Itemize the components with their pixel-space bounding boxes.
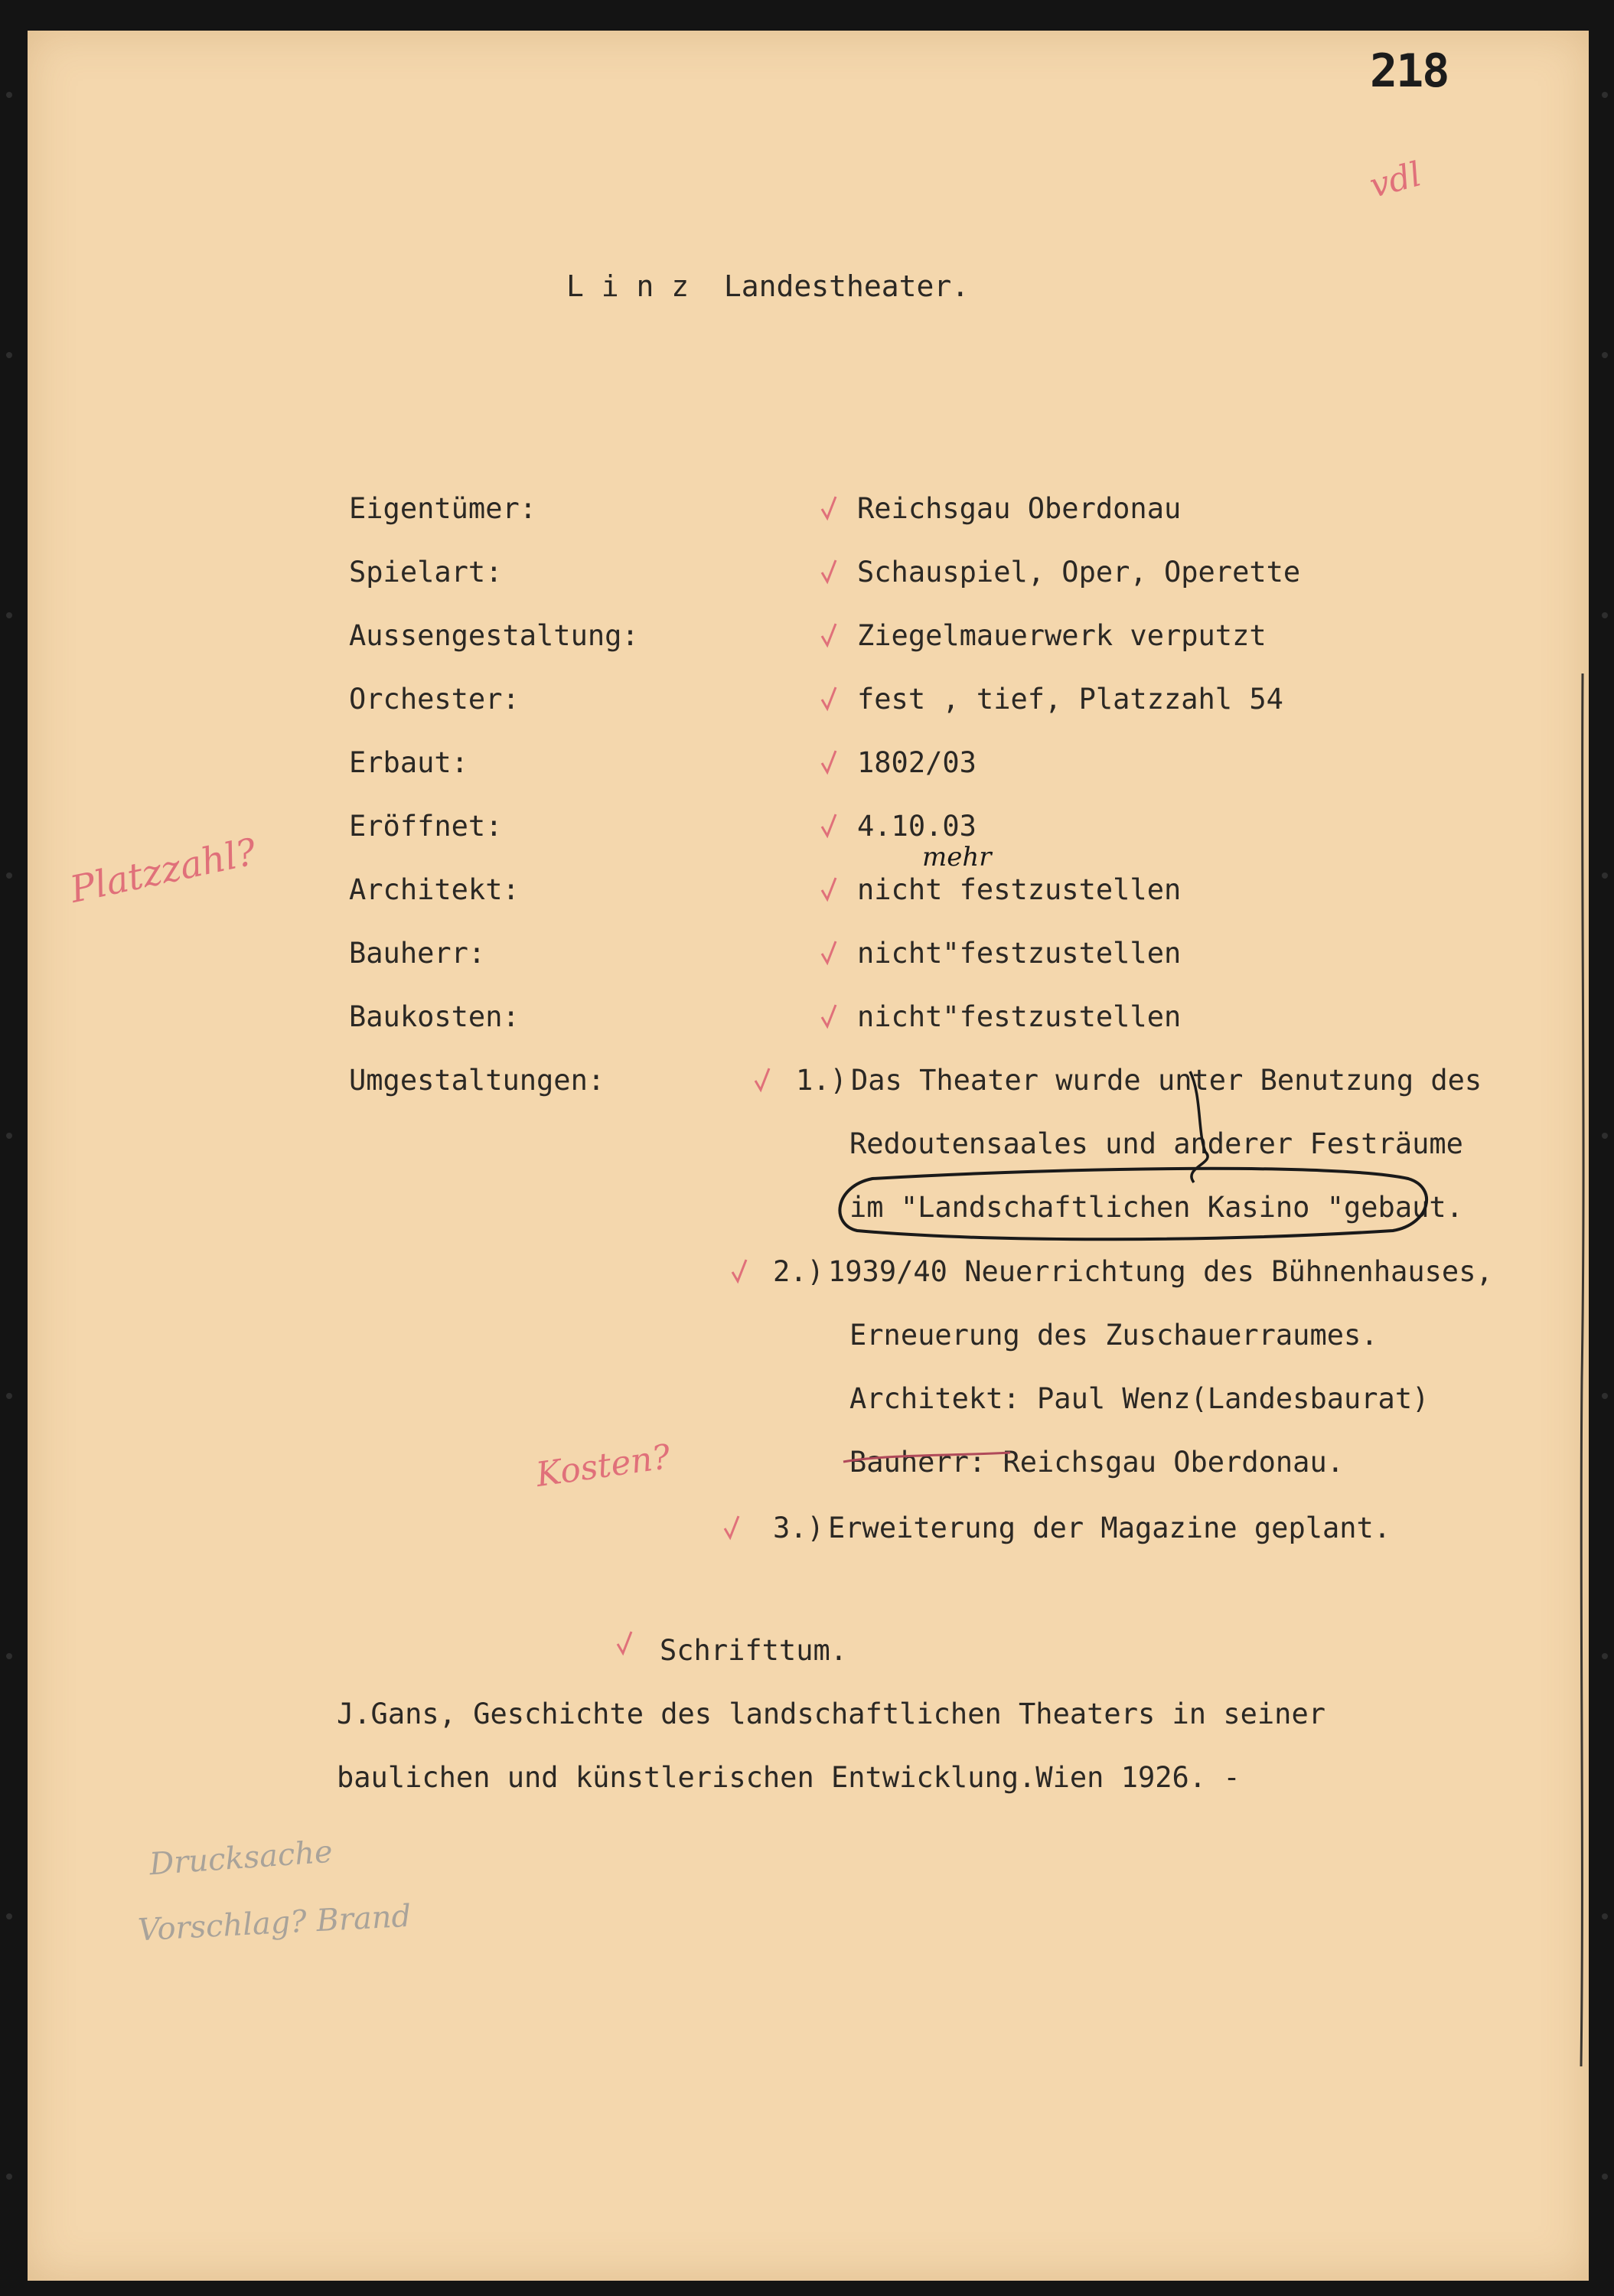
checkmark-icon: [820, 495, 837, 521]
checkmark-icon: [820, 622, 837, 648]
field-value: fest , tief, Platzzahl 54: [857, 683, 1283, 716]
item-number: 2.): [773, 1255, 824, 1288]
field-value: Ziegelmauerwerk verputzt: [857, 619, 1267, 652]
field-value: 4.10.03: [857, 810, 977, 843]
field-value: Schauspiel, Oper, Operette: [857, 556, 1301, 589]
item-line: Das Theater wurde unter Benutzung des: [851, 1064, 1482, 1097]
item-line: Erweiterung der Magazine geplant.: [828, 1512, 1391, 1544]
checkmark-icon: [820, 876, 837, 902]
schrifttum-heading: Schrifttum.: [660, 1634, 848, 1667]
document-title: L i n z Landestheater.: [566, 269, 970, 303]
checkmark-icon: [723, 1515, 740, 1541]
item-line: Erneuerung des Zuschauerraumes.: [849, 1319, 1378, 1352]
checkmark-icon: [731, 1258, 748, 1284]
schrifttum-line: baulichen und künstlerischen Entwicklung.Wien 1926. -: [337, 1761, 1241, 1794]
margin-note-kosten: Kosten?: [533, 1437, 673, 1495]
checkmark-icon: [820, 813, 837, 839]
checkmark-icon: [820, 749, 837, 775]
field-value: 1802/03: [857, 746, 977, 779]
field-label: Architekt:: [349, 873, 520, 906]
margin-note-left: Platzzahl?: [66, 830, 260, 912]
page-number-text: 218: [1370, 44, 1449, 98]
margin-note-vdl: vdl: [1365, 155, 1426, 206]
field-label: Erbaut:: [349, 746, 468, 779]
field-label: Aussengestaltung:: [349, 619, 639, 652]
item-line: Bauherr: Reichsgau Oberdonau.: [849, 1446, 1345, 1479]
item-number: 3.): [773, 1512, 824, 1544]
page-number: [1370, 44, 1448, 98]
item-line: Redoutensaales und anderer Festräume: [849, 1127, 1463, 1160]
checkmark-icon: [754, 1067, 771, 1093]
item-line: im "Landschaftlichen Kasino "gebaut.: [849, 1191, 1463, 1224]
insertion-mehr: mehr: [922, 842, 992, 872]
field-label: Umgestaltungen:: [349, 1064, 605, 1097]
pencil-note-2: Vorschlag? Brand: [137, 1898, 412, 1949]
checkmark-icon: [820, 1003, 837, 1029]
field-value: nicht"festzustellen: [857, 937, 1182, 970]
field-value: nicht festzustellen: [857, 873, 1182, 906]
item-number: 1.): [796, 1064, 847, 1097]
field-label: Baukosten:: [349, 1000, 520, 1033]
schrifttum-line: J.Gans, Geschichte des landschaftlichen Theaters in seiner: [337, 1698, 1326, 1730]
field-value: nicht"festzustellen: [857, 1000, 1182, 1033]
field-label: Eröffnet:: [349, 810, 503, 843]
checkmark-icon: [616, 1630, 633, 1656]
checkmark-icon: [820, 559, 837, 585]
field-label: Eigentümer:: [349, 492, 537, 525]
item-line: 1939/40 Neuerrichtung des Bühnenhauses,: [828, 1255, 1493, 1288]
pencil-note-1: Drucksache: [148, 1834, 334, 1883]
field-value: Reichsgau Oberdonau: [857, 492, 1182, 525]
field-label: Orchester:: [349, 683, 520, 716]
checkmark-icon: [820, 940, 837, 966]
field-label: Spielart:: [349, 556, 503, 589]
field-label: Bauherr:: [349, 937, 486, 970]
item-line: Architekt: Paul Wenz(Landesbaurat): [849, 1382, 1430, 1415]
checkmark-icon: [820, 686, 837, 712]
